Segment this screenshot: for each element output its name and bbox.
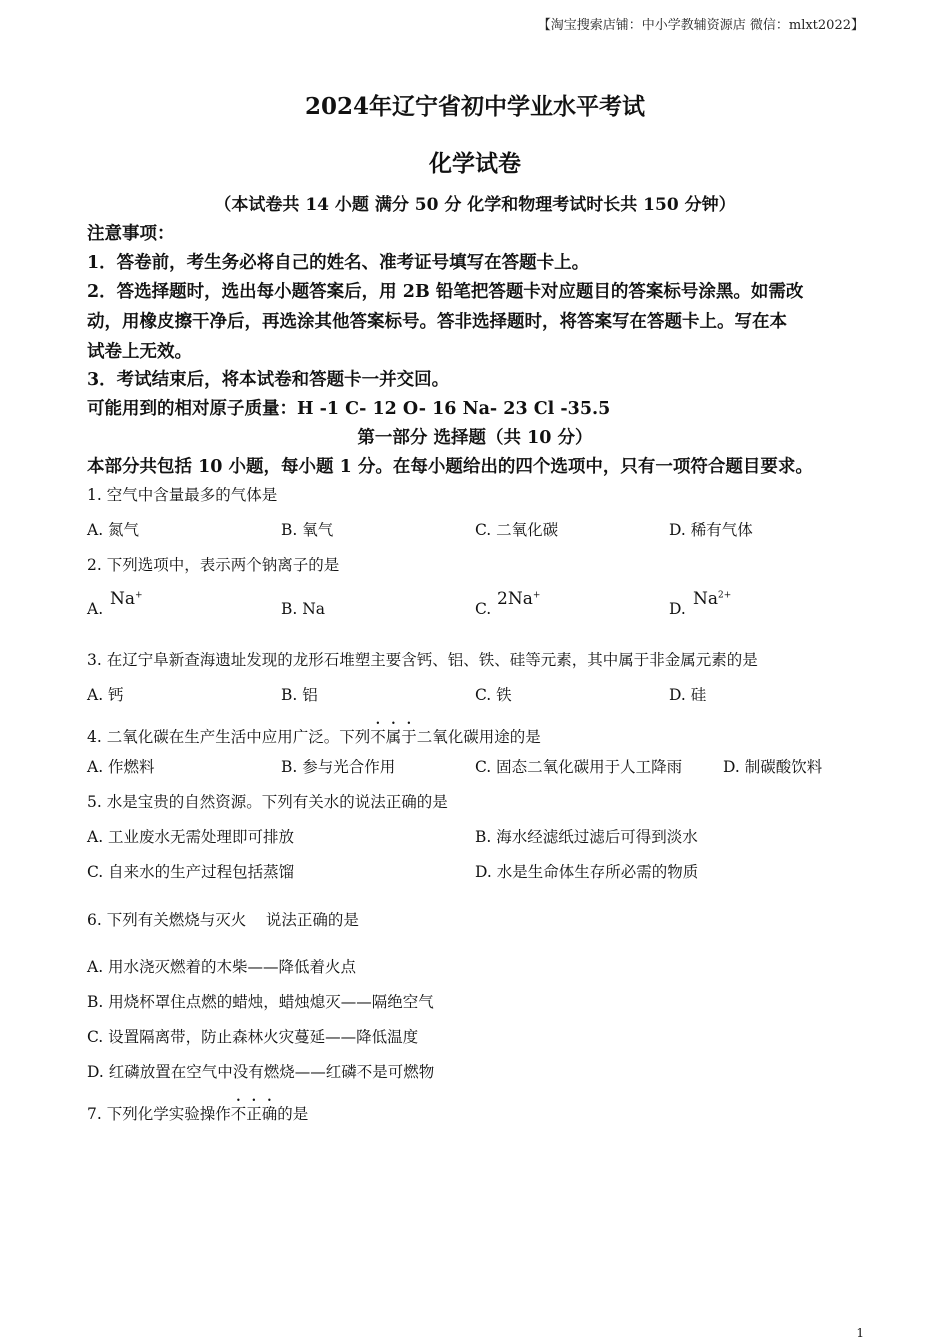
q4-stem-post: 二氧化碳用途的是 [416,728,541,746]
q7-stem [87,1096,308,1124]
q3-option-c: C. 铁 [475,686,512,704]
q2-option-c-label: C. [475,600,492,618]
q1-stem: 1. 空气中含量最多的气体是 [87,486,278,504]
q4-stem-pre: 4. 二氧化碳在生产生活中应用广泛。下列 [87,728,371,746]
q4-stem-emphasis: 不属于 [370,728,417,746]
q2-option-a-label: A. [87,600,104,618]
q6-option-d: D. 红磷放置在空气中没有燃烧——红磷不是可燃物 [87,1063,435,1081]
q2-a-charge: + [135,590,143,601]
q7-stem-post: 的是 [277,1105,309,1123]
notes-item-1: 1．答卷前，考生务必将自己的姓名、准考证号填写在答题卡上。 [87,253,590,273]
part1-title: 第一部分 选择题（共 10 分） [357,428,593,448]
q2-c-charge: + [532,590,541,601]
notes-item-2-line-1: 2．答选择题时，选出每小题答案后，用 2B 铅笔把答题卡对应题目的答案标号涂黑。如需改 [87,282,804,302]
q5-stem: 5. 水是宝贵的自然资源。下列有关水的说法正确的是 [87,793,448,811]
q1-option-d: D. 稀有气体 [669,521,753,539]
q1-option-a: A. 氮气 [87,521,140,539]
q6-option-c: C. 设置隔离带，防止森林火灾蔓延——降低温度 [87,1028,419,1046]
q6-option-b: B. 用烧杯罩住点燃的蜡烛，蜡烛熄灭——隔绝空气 [87,993,434,1011]
notes-item-2-line-3: 试卷上无效。 [87,342,192,362]
q6-stem: 6. 下列有关燃烧与灭火 说法正确的是 [87,911,359,929]
exam-subtitle: （本试卷共 14 小题 满分 50 分 化学和物理考试时长共 150 分钟） [214,195,736,215]
notes-heading: 注意事项： [87,224,175,244]
q1-option-b: B. 氧气 [281,521,334,539]
q3-option-a: A. 钙 [87,686,124,704]
q6-option-a: A. 用水浇灭燃着的木柴——降低着火点 [87,958,357,976]
q3-stem: 3. 在辽宁阜新查海遗址发现的龙形石堆塑主要含钙、铝、铁、硅等元素，其中属于非金属元素的是 [87,651,758,669]
exam-title: 2024年辽宁省初中学业水平考试 [304,93,645,120]
q4-option-b: B. 参与光合作用 [281,758,396,776]
exam-subject: 化学试卷 [429,150,521,177]
q1-option-c: C. 二氧化碳 [475,521,559,539]
q2-option-d-formula [693,589,731,609]
q2-option-b: B. Na [281,600,326,618]
q7-stem-pre: 7. 下列化学实验操作 [87,1105,231,1123]
header-shop-note: 【淘宝搜索店铺：中小学教辅资源店 微信：mlxt2022】 [537,18,864,33]
q2-option-c-formula [497,589,540,609]
q2-d-formula-text: Na [693,589,719,609]
q5-option-a: A. 工业废水无需处理即可排放 [87,828,295,846]
q4-stem [87,719,541,747]
q5-option-d: D. 水是生命体生存所必需的物质 [475,863,699,881]
q2-c-formula-text: 2Na [497,589,533,609]
q2-d-charge: 2+ [718,590,732,601]
atomic-mass-line: 可能用到的相对原子质量：H -1 C- 12 O- 16 Na- 23 Cl -35.5 [87,399,611,419]
q4-option-a: A. 作燃料 [87,758,155,776]
notes-item-2-line-2: 动，用橡皮擦干净后，再选涂其他答案标号。答非选择题时，将答案写在答题卡上。写在本 [87,312,787,332]
q3-option-b: B. 铝 [281,686,318,704]
q2-option-d-label: D. [669,600,686,618]
q2-a-formula-text: Na [110,589,136,609]
page-number: 1 [856,1326,864,1340]
notes-item-3: 3．考试结束后，将本试卷和答题卡一并交回。 [87,370,450,390]
q4-option-d: D. 制碳酸饮料 [723,758,823,776]
q5-option-b: B. 海水经滤纸过滤后可得到淡水 [475,828,698,846]
q2-option-a-formula [110,589,143,609]
q3-option-d: D. 硅 [669,686,707,704]
part1-instruction: 本部分共包括 10 小题，每小题 1 分。在每小题给出的四个选项中，只有一项符合题目要求。 [87,457,813,477]
q7-stem-emphasis: 不正确 [230,1105,278,1123]
q5-option-c: C. 自来水的生产过程包括蒸馏 [87,863,295,881]
q4-option-c: C. 固态二氧化碳用于人工降雨 [475,758,683,776]
q2-stem: 2. 下列选项中，表示两个钠离子的是 [87,556,340,574]
